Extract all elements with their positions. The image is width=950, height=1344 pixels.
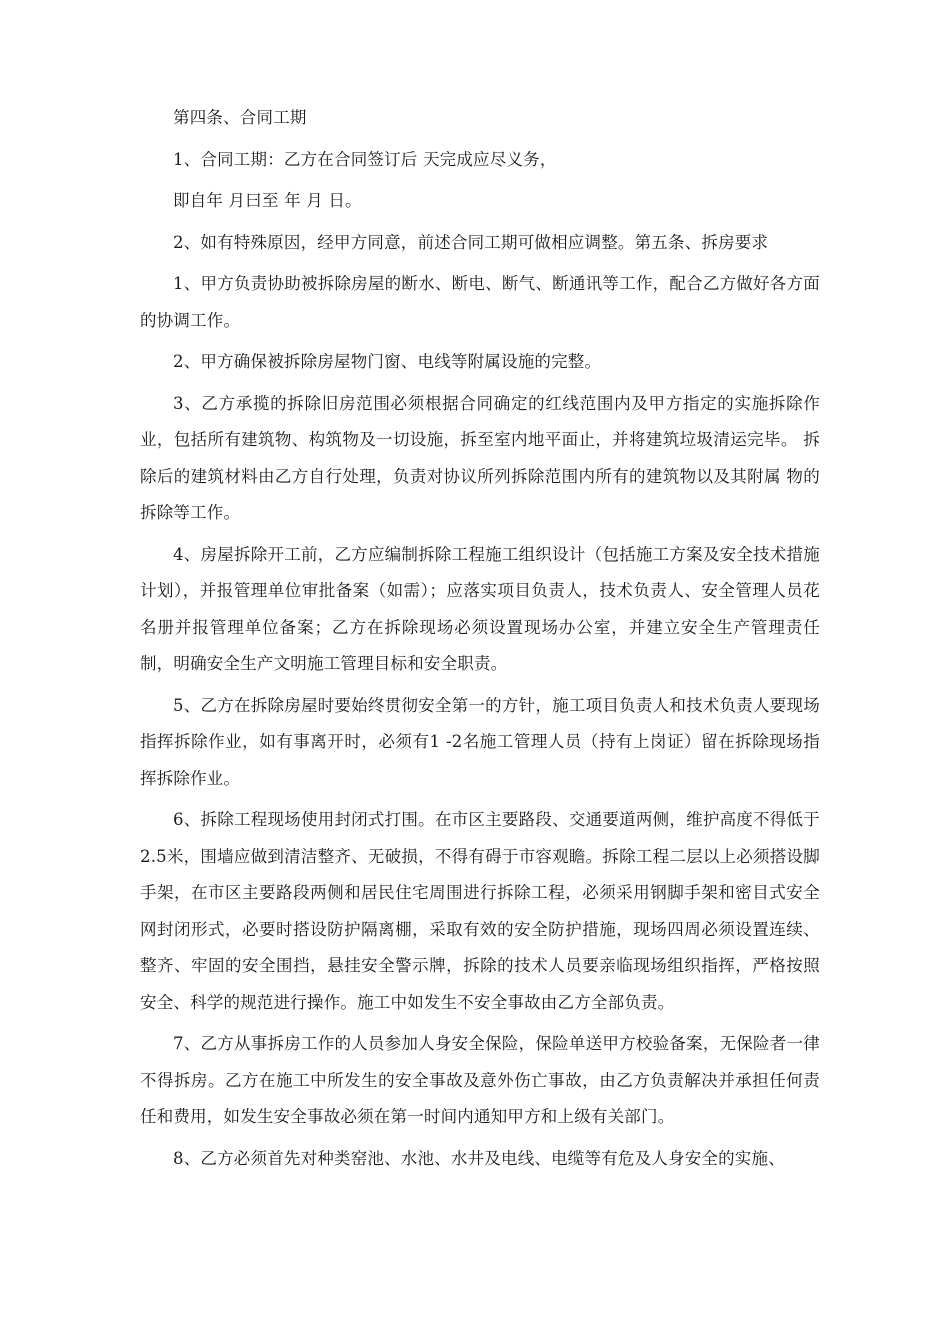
paragraph-requirement-7: 7、乙方从事拆房工作的人员参加人身安全保险，保险单送甲方校验备案，无保险者一律不得拆房。乙方在施工中所发生的安全事故及意外伤亡事故，由乙方负责解决并承担任何责任和费用，如发生安全事故必须在第一时间内通知甲方和上级有关部门。 [140, 1034, 820, 1126]
paragraph-requirement-4: 4、房屋拆除开工前，乙方应编制拆除工程施工组织设计（包括施工方案及安全技术措施计划），并报管理单位审批备案（如需）；应落实项目负责人，技术负责人、安全管理人员花名册并报管理单位备案；乙方在拆除现场必须设置现场办公室，并建立安全生产管理责任制，明确安全生产文明施工管理目标和安全职责。 [140, 544, 820, 673]
paragraph-contract-period: 1、合同工期：乙方在合同签订后 天完成应尽义务， [173, 149, 557, 169]
paragraph-adjustment-and-article-5: 2、如有特殊原因，经甲方同意，前述合同工期可做相应调整。第五条、拆房要求 [173, 232, 769, 252]
article-4-heading: 第四条、合同工期 [173, 108, 307, 127]
paragraph-requirement-2: 2、甲方确保被拆除房屋物门窗、电线等附属设施的完整。 [173, 352, 602, 371]
paragraph-requirement-6: 6、拆除工程现场使用封闭式打围。在市区主要路段、交通要道两侧，维护高度不得低于2.5米，围墙应做到清洁整齐、无破损，不得有碍于市容观瞻。拆除工程二层以上必须搭设脚手架，在市区主要路段两侧和居民住宅周围进行拆除工程，必须采用钢脚手架和密目式安全网封闭形式，必要时搭设防护隔离棚，采取有效的安全防护措施，现场四周必须设置连续、整齐、牢固的安全围挡，悬挂安全警示牌，拆除的技术人员要亲临现场组织指挥，严格按照安全、科学的规范进行操作。施工中如发生不安全事故由乙方全部负责。 [140, 810, 820, 1012]
paragraph-requirement-5: 5、乙方在拆除房屋时要始终贯彻安全第一的方针，施工项目负责人和技术负责人要现场指挥拆除作业，如有事离开时，必须有1 -2名施工管理人员（持有上岗证）留在拆除现场指挥拆除作业。 [140, 695, 820, 788]
paragraph-requirement-3: 3、乙方承揽的拆除旧房范围必须根据合同确定的红线范围内及甲方指定的实施拆除作业，包括所有建筑物、构筑物及一切设施，拆至室内地平面止，并将建筑垃圾清运完毕。 拆除后的建筑材料由乙方自行处理，负责对协议所列拆除范围内所有的建筑物以及其附属 物的拆除等工作。 [140, 393, 820, 522]
paragraph-requirement-1: 1、甲方负责协助被拆除房屋的断水、断电、断气、断通讯等工作，配合乙方做好各方面的协调工作。 [140, 274, 820, 330]
paragraph-date-range: 即自年 月曰至 年 月 日。 [173, 191, 362, 210]
paragraph-requirement-8: 8、乙方必须首先对种类窑池、水池、水井及电线、电缆等有危及人身安全的实施、 [173, 1148, 785, 1168]
document-body [140, 100, 820, 1182]
